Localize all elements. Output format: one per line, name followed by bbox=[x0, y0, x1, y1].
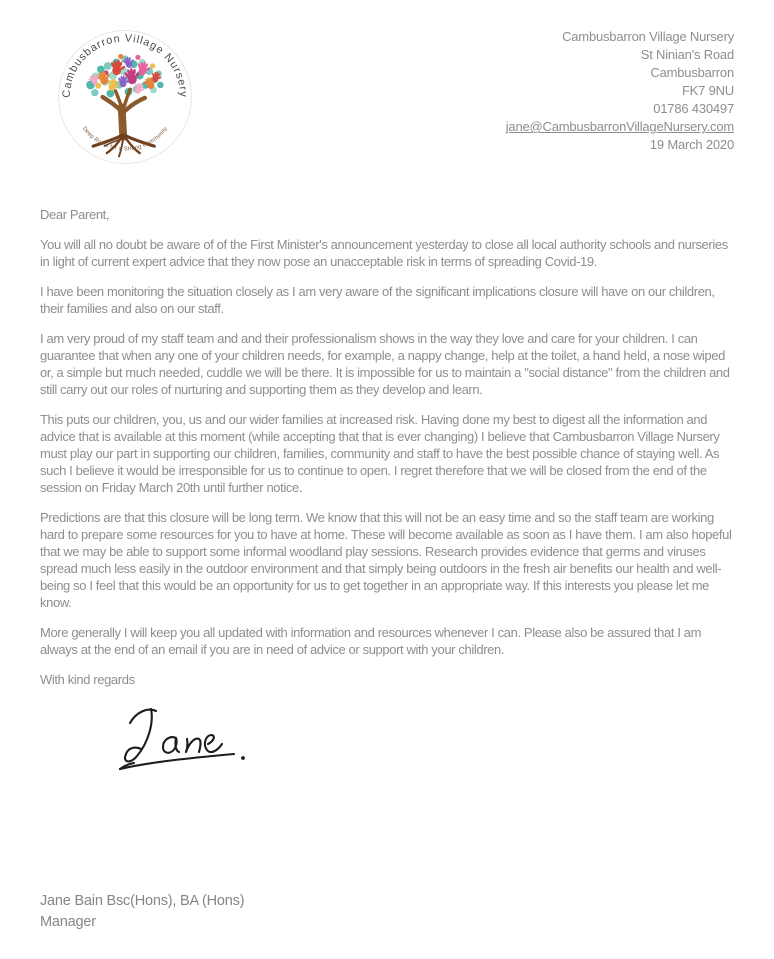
address-line-org: Cambusbarron Village Nursery bbox=[562, 29, 734, 44]
signoff-block bbox=[40, 891, 244, 933]
nursery-logo bbox=[56, 26, 194, 168]
paragraph-updates: More generally I will keep you all updated with information and resources whenever I can. Please also be assured that I am always at the end of an email if you are in need of advice or support with your children. bbox=[40, 625, 702, 657]
logo-circle bbox=[59, 31, 192, 164]
phone-number: 01786 430497 bbox=[653, 101, 734, 116]
salutation: Dear Parent, bbox=[40, 207, 110, 222]
paragraph-predictions: Predictions are that this closure will be long term. We know that this will not be an easy time and so the staff team are working hard to prepare some resources for you to have at home. These will become available as soon as I have them. I am also hopeful that we may be able to support some informal woodland play sessions. Research provides evidence that germs and viruses spread much less easily in the outdoor environment and that simply being outdoors in the fresh air benefits our health and well-being so I feel that this would be an opportunity for us to get together in an appropriate way. If this interests you please let me know. bbox=[40, 510, 732, 610]
paragraph-staff-team: I am very proud of my staff team and and their professionalism shows in the way they love and care for your children. I can guarantee that when any one of your children needs, for example, a nappy change, help at the toilet, a hand held, a nose wiped or, a simple but much needed, cuddle we will be there. It is impossible for us to maintain a "social distance" from the children and still carry out our roles of nurturing and supporting them as they develop and learn. bbox=[40, 331, 730, 397]
paragraph-announcement: You will all no doubt be aware of of the First Minister's announcement yesterday to close all local authority schools and nurseries in light of current expert advice that they now pose an unacceptable risk in terms of spreading Covid-19. bbox=[40, 237, 728, 269]
letter-date: 19 March 2020 bbox=[649, 137, 734, 152]
letterhead bbox=[40, 26, 734, 168]
email-link[interactable]: jane@CambusbarronVillageNursery.com bbox=[505, 119, 734, 134]
letter-body bbox=[40, 206, 736, 781]
paragraph-closure-decision: This puts our children, you, us and our wider families at increased risk. Having done my best to digest all the information and advice that is available at this moment (while accepting that that is ever changing) I believe that Cambusbarron Village Nursery must play our part in supporting our children, families, community and staff to have the best possible chance of staying well. As such I believe it would be irresponsible for us to continue to open. I regret therefore that we will be closed from the end of the session on Friday March 20th until further notice. bbox=[40, 412, 720, 495]
signature-graphic bbox=[88, 701, 268, 781]
signoff-title: Manager bbox=[40, 914, 96, 930]
address-line-street: St Ninian's Road bbox=[640, 47, 734, 62]
logo-bottom-arc-label: Deep Roots for a Strong Community bbox=[80, 125, 170, 153]
logo-top-arc-label: Cambusbarron Village Nursery bbox=[60, 32, 190, 99]
sender-address-block bbox=[506, 26, 734, 154]
paragraph-monitoring: I have been monitoring the situation closely as I am very aware of the significant implications closure will have on our children, their families and also on our staff. bbox=[40, 284, 715, 316]
address-line-postcode: FK7 9NU bbox=[681, 83, 734, 98]
closing-line: With kind regards bbox=[40, 672, 135, 687]
signoff-name: Jane Bain Bsc(Hons), BA (Hons) bbox=[40, 893, 245, 909]
address-line-town: Cambusbarron bbox=[650, 65, 734, 80]
handwritten-signature bbox=[88, 701, 268, 781]
nursery-logo-graphic bbox=[56, 26, 194, 168]
